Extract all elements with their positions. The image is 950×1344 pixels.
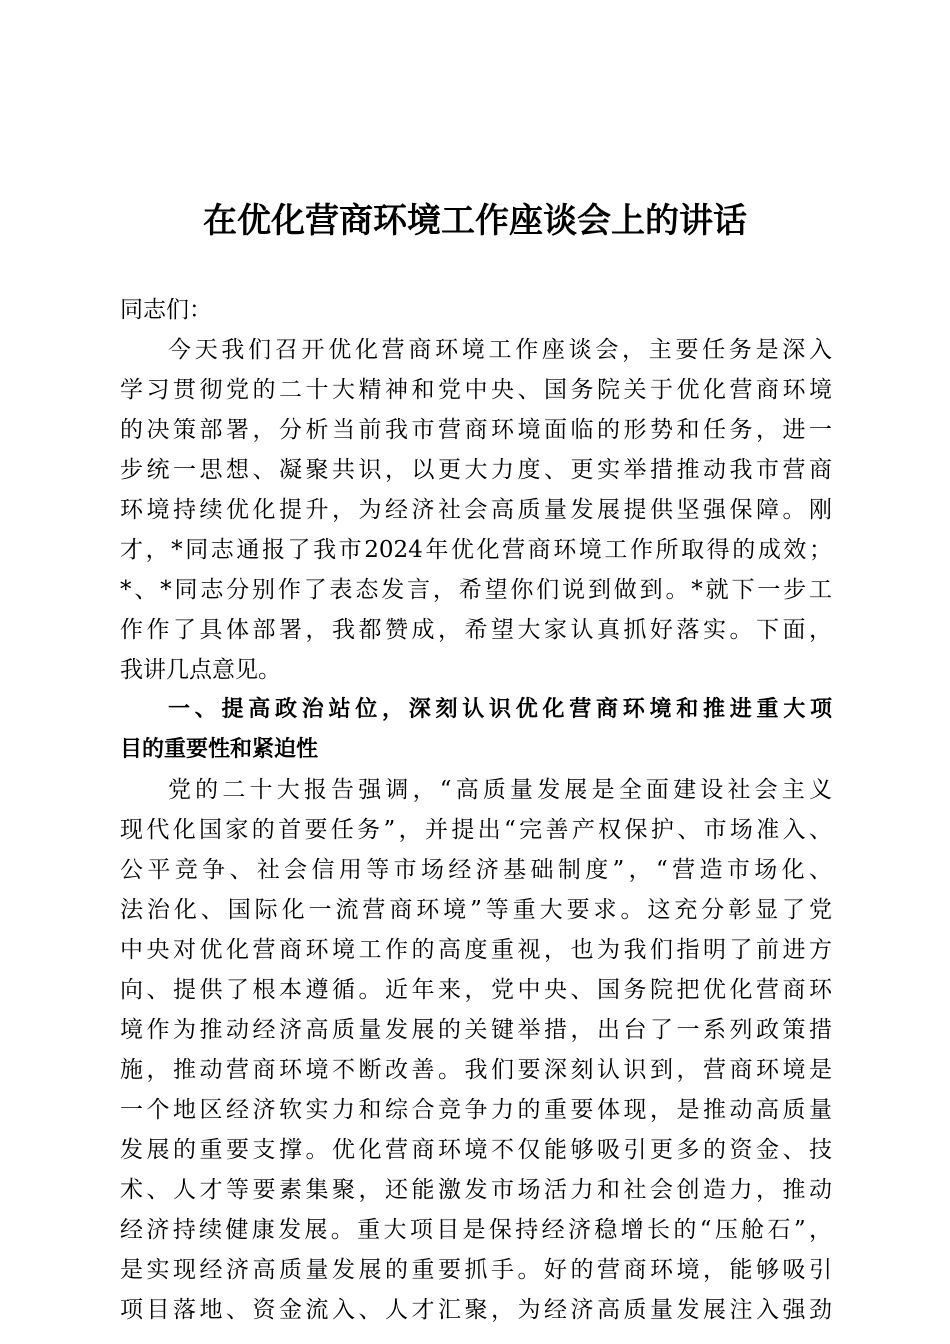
paragraph-line: 党的二十大报告强调，“高质量发展是全面建设社会主义 (168, 777, 832, 803)
paragraph-line: 向、提供了根本遵循。近年来，党中央、国务院把优化营商环 (120, 977, 832, 1003)
paragraph-line: 是实现经济高质量发展的重要抓手。好的营商环境，能够吸引 (120, 1257, 832, 1283)
paragraph-line: 同志们： (120, 297, 212, 323)
paragraph-line: 才，*同志通报了我市2024年优化营商环境工作所取得的成效； (120, 537, 832, 563)
paragraph-line: 中央对优化营商环境工作的高度重视，也为我们指明了前进方 (120, 937, 832, 963)
section-heading-line: 目的重要性和紧迫性 (120, 737, 319, 762)
paragraph-line: 的决策部署，分析当前我市营商环境面临的形势和任务，进一 (120, 417, 832, 443)
paragraph-line: 发展的重要支撑。优化营商环境不仅能够吸引更多的资金、技 (120, 1137, 832, 1163)
paragraph-line: 我讲几点意见。 (120, 657, 281, 683)
document-body (120, 290, 832, 1330)
paragraph-line: 步统一思想、凝聚共识，以更大力度、更实举措推动我市营商 (120, 457, 832, 483)
paragraph-line: 作作了具体部署，我都赞成，希望大家认真抓好落实。下面， (120, 617, 832, 643)
paragraph-line: 项目落地、资金流入、人才汇聚，为经济高质量发展注入强劲 (120, 1297, 832, 1323)
paragraph-line: 环境持续优化提升，为经济社会高质量发展提供坚强保障。刚 (120, 497, 832, 523)
paragraph-line: 一个地区经济软实力和综合竞争力的重要体现，是推动高质量 (120, 1097, 832, 1123)
document-title: 在优化营商环境工作座谈会上的讲话 (203, 201, 747, 241)
paragraph-line: 经济持续健康发展。重大项目是保持经济稳增长的“压舱石”， (120, 1217, 832, 1243)
paragraph-line: *、*同志分别作了表态发言，希望你们说到做到。*就下一步工 (120, 577, 833, 603)
paragraph-line: 施，推动营商环境不断改善。我们要深刻认识到，营商环境是 (120, 1057, 832, 1083)
paragraph-line: 法治化、国际化一流营商环境”等重大要求。这充分彰显了党 (120, 897, 832, 923)
paragraph-line: 公平竞争、社会信用等市场经济基础制度”，“营造市场化、 (120, 857, 832, 883)
paragraph-line: 境作为推动经济高质量发展的关键举措，出台了一系列政策措 (120, 1017, 832, 1043)
paragraph-line: 学习贯彻党的二十大精神和党中央、国务院关于优化营商环境 (120, 377, 832, 403)
paragraph-line: 今天我们召开优化营商环境工作座谈会，主要任务是深入 (168, 337, 832, 363)
paragraph-line: 现代化国家的首要任务”，并提出“完善产权保护、市场准入、 (120, 817, 832, 843)
paragraph-line: 术、人才等要素集聚，还能激发市场活力和社会创造力，推动 (120, 1177, 832, 1203)
section-heading-line: 一、提高政治站位，深刻认识优化营商环境和推进重大项 (168, 697, 832, 722)
